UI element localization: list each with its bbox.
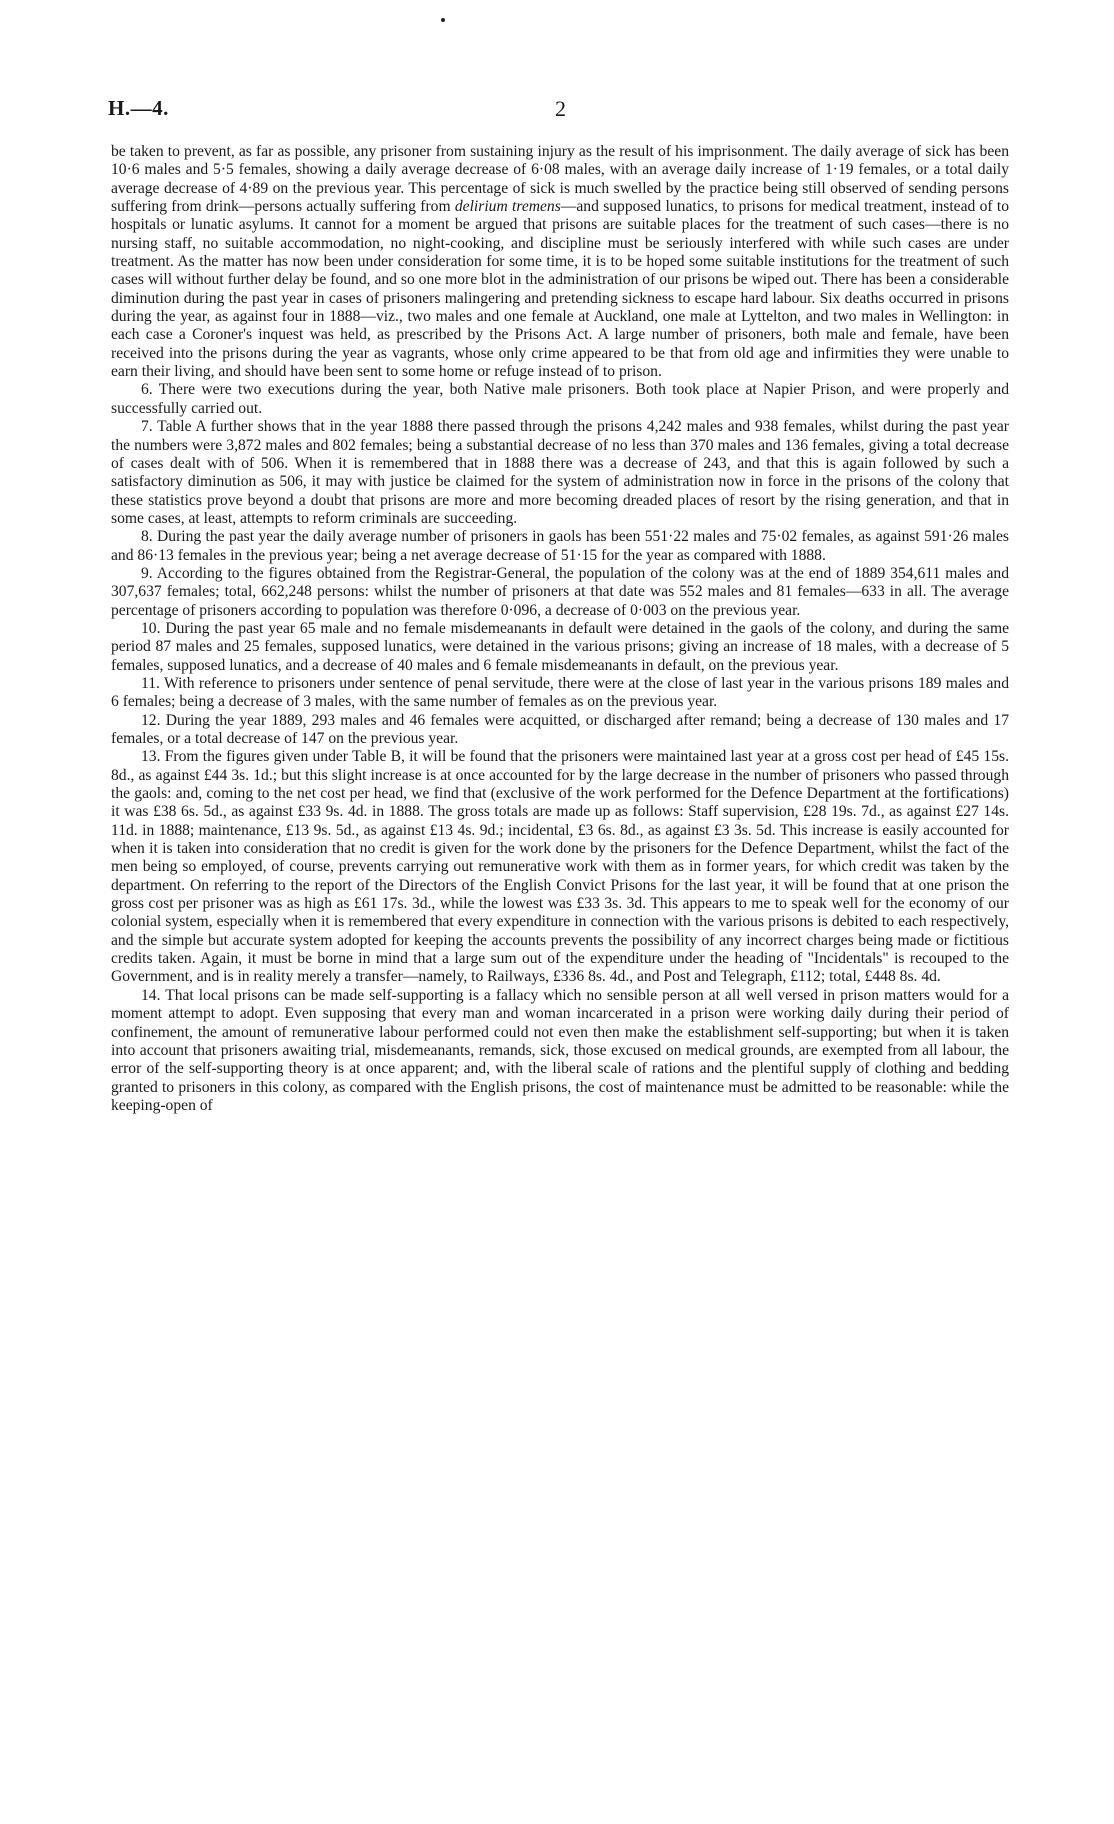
printer-mark xyxy=(441,18,445,22)
paragraph-12: 12. During the year 1889, 293 males and 46 females were acquitted, or discharged after remand; being a decrease of 130 males and 17 females, or a total decrease of 147 on the previous year. xyxy=(111,711,1009,747)
paragraph-text: be taken to prevent, as far as possible, any prisoner from sustaining injury as the result of his imprisonment. The daily average of sick has been 10·6 males and 5·5 females, showing a daily average decrease of 6·08 males, with an average daily increase of 1·19 females, or a total daily average decrease of 4·89 on the previous year. This percentage of sick is much swelled by the practice being still observed of sending persons suffering from drink—persons actually suffering from xyxy=(111,143,1009,216)
paragraph-6: 6. There were two executions during the year, both Native male prisoners. Both took place at Napier Prison, and were properly and successfully carried out. xyxy=(111,381,1009,417)
paragraph-10: 10. During the past year 65 male and no female misdemeanants in default were detained in the gaols of the colony, and during the same period 87 males and 25 females, supposed lunatics, were detained in the various prisons; giving an increase of 18 males, with a decrease of 5 females, supposed lunatics, and a decrease of 40 males and 6 female misdemeanants in default, on the previous year. xyxy=(111,619,1009,674)
body-text xyxy=(111,143,1009,1115)
paragraph-italic-term: delirium tremens xyxy=(454,198,561,216)
paragraph-11: 11. With reference to prisoners under sentence of penal servitude, there were at the close of last year in the various prisons 189 males and 6 females; being a decrease of 3 males, with the same number of females as on the previous year. xyxy=(111,674,1009,711)
paragraph-9: 9. According to the figures obtained from the Registrar-General, the population of the colony was at the end of 1889 354,611 males and 307,637 females; total, 662,248 persons: whilst the number of prisoners at that date was 552 males and 81 females—633 in all. The average percentage of prisoners according to population was therefore 0·096, a decrease of 0·003 on the previous year. xyxy=(111,564,1009,619)
paragraph-continued xyxy=(111,143,1009,381)
paragraph-14: 14. That local prisons can be made self-supporting is a fallacy which no sensible person at all well versed in prison matters would for a moment attempt to adopt. Even supposing that every man and woman incarcerated in a prison were working daily during their period of confinement, the amount of remunerative labour performed could not even then make the establishment self-supporting; but when it is taken into account that prisoners awaiting trial, misdemeanants, remands, sick, those excused on medical grounds, are exempted from all labour, the error of the self-supporting theory is at once apparent; and, with the liberal scale of rations and the plentiful supply of clothing and bedding granted to prisoners in this colony, as compared with the English prisons, the cost of maintenance must be admitted to be reasonable: while the keeping-open of xyxy=(111,986,1009,1114)
paragraph-13: 13. From the figures given under Table B, it will be found that the prisoners were maintained last year at a gross cost per head of £45 15s. 8d., as against £44 3s. 1d.; but this slight increase is at once accounted for by the large decrease in the number of prisoners who passed through the gaols: and, coming to the net cost per head, we find that (exclusive of the work performed for the Defence Department at the fortifications) it was £38 6s. 5d., as against £33 9s. 4d. in 1888. The gross totals are made up as follows: Staff supervision, £28 19s. 7d., as against £27 14s. 11d. in 1888; maintenance, £13 9s. 5d., as against £13 4s. 9d.; incidental, £3 6s. 8d., as against £3 3s. 5d. This increase is easily accounted for when it is taken into consideration that no credit is given for the work done by the prisoners for the Defence Department, whilst the fact of the men being so employed, of course, prevents carrying out remunerative work with them as in former years, for which credit was taken by the department. On referring to the report of the Directors of the English Convict Prisons for the last year, it will be found that at one prison the gross cost per prisoner was as high as £61 17s. 3d., while the lowest was £33 3s. 3d. This appears to me to speak well for the economy of our colonial system, especially when it is remembered that every expenditure in connection with the various prisons is debited to each respectively, and the simple but accurate system adopted for keeping the accounts prevents the possibility of any incorrect charges being made or fictitious credits taken. Again, it must be borne in mind that a large sum out of the expenditure under the heading of "Incidentals" is recouped to the Government, and is in reality merely a transfer—namely, to Railways, £336 8s. 4d., and Post and Telegraph, £112; total, £448 8s. 4d. xyxy=(111,748,1009,986)
page-number: 2 xyxy=(555,96,566,121)
paragraph-8: 8. During the past year the daily average number of prisoners in gaols has been 551·22 males and 75·02 females, as against 591·26 males and 86·13 females in the previous year; being a net average decrease of 51·15 for the year as compared with 1888. xyxy=(111,528,1009,564)
paragraph-text: —and supposed lunatics, to prisons for medical treatment, instead of to hospitals or lunatic asylums. It cannot for a moment be argued that prisons are suitable places for the treatment of such cases—there is no nursing staff, no suitable accommodation, no night-cooking, and discipline must be seriously interfered with while such cases are under treatment. As the matter has now been under consideration for some time, it is to be hoped some suitable institutions for the treatment of such cases will without further delay be found, and so one more blot in the administration of our prisons be wiped out. There has been a considerable diminution during the past year in cases of prisoners malingering and pretending sickness to escape hard labour. Six deaths occurred in prisons during the year, as against four in 1888—viz., two males and one female at Auckland, one male at Lyttelton, and two males in Wellington: in each case a Coroner's inquest was held, as prescribed by the Prisons Act. A large number of prisoners, both male and female, have been received into the prisons during the year as vagrants, whose only crime appeared to be that from old age and infirmities they were unable to earn their living, and should have been sent to some home or refuge instead of to prison. xyxy=(111,198,1009,381)
paragraph-7: 7. Table A further shows that in the year 1888 there passed through the prisons 4,242 males and 938 females, whilst during the past year the numbers were 3,872 males and 802 females; being a substantial decrease of no less than 370 males and 136 females, giving a total decrease of cases dealt with of 506. When it is remembered that in 1888 there was a decrease of 243, and that this is again followed by such a satisfactory diminution as 506, it may with justice be claimed for the system of administration now in force in the prisons of the colony that these statistics prove beyond a doubt that prisons are more and more becoming dreaded places of resort by the rising generation, and that in some cases, at least, attempts to reform criminals are succeeding. xyxy=(111,418,1009,527)
document-code: H.—4. xyxy=(108,96,169,120)
page-header xyxy=(108,96,1006,126)
